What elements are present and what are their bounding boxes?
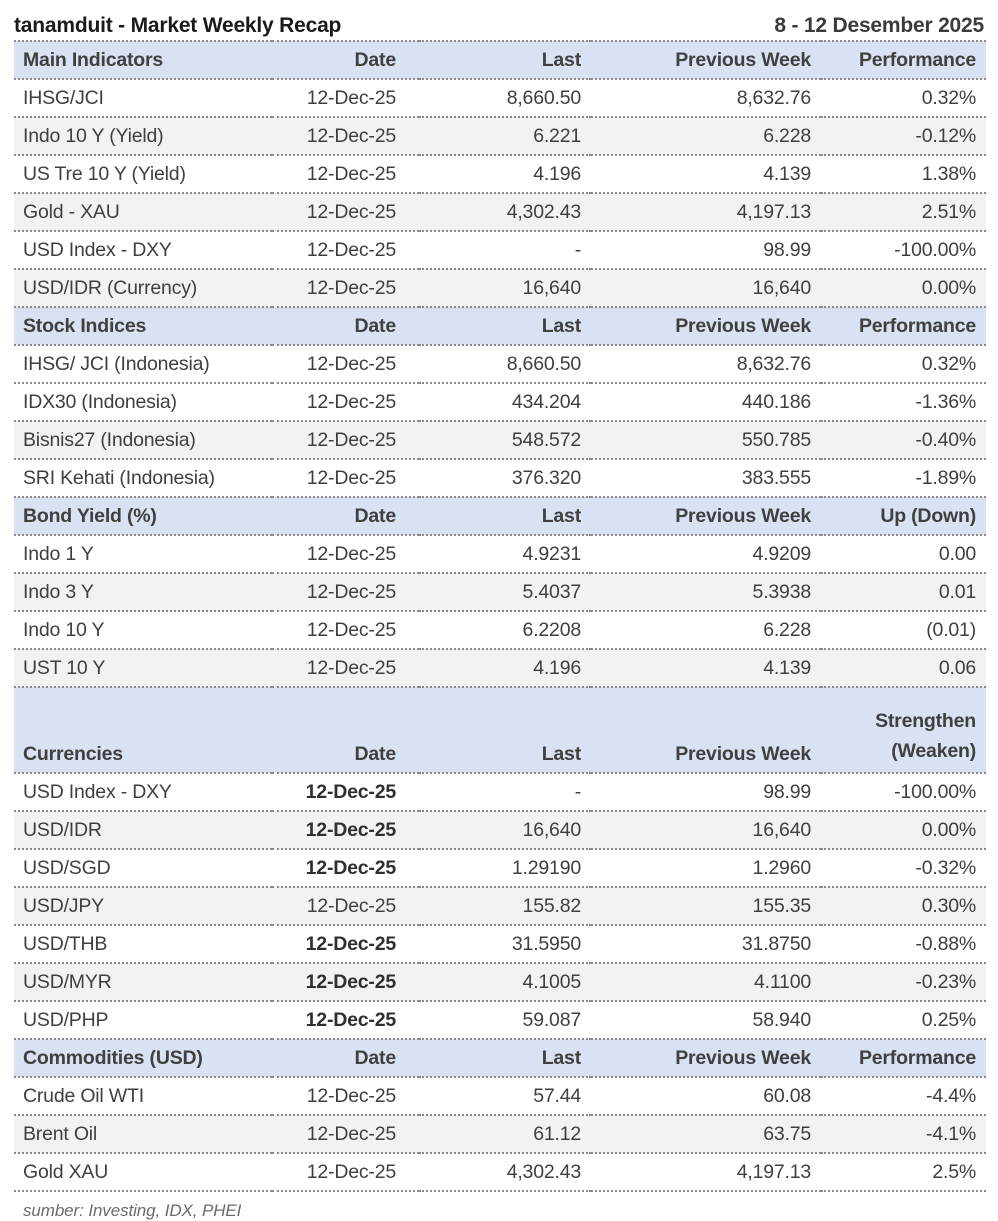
cell-instrument: IDX30 (Indonesia) xyxy=(14,383,272,421)
cell-date: 12-Dec-25 xyxy=(272,849,419,887)
cell-date: 12-Dec-25 xyxy=(272,649,419,687)
cell-performance: 0.00% xyxy=(821,811,986,849)
cell-performance: -0.40% xyxy=(821,421,986,459)
column-header-previous-week: Previous Week xyxy=(591,1039,821,1077)
cell-performance: -1.36% xyxy=(821,383,986,421)
table-row xyxy=(14,459,986,497)
column-header-last: Last xyxy=(419,307,591,345)
cell-performance: 2.51% xyxy=(821,193,986,231)
cell-instrument: USD/JPY xyxy=(14,887,272,925)
table-row xyxy=(14,345,986,383)
cell-previous-week: 440.186 xyxy=(591,383,821,421)
section-header-stock-indices xyxy=(14,307,986,345)
section-header-bond-yield xyxy=(14,497,986,535)
market-data-table xyxy=(14,40,986,1192)
cell-date: 12-Dec-25 xyxy=(272,79,419,117)
table-row xyxy=(14,117,986,155)
report-header xyxy=(14,0,986,40)
cell-performance: 0.30% xyxy=(821,887,986,925)
cell-performance: 0.25% xyxy=(821,1001,986,1039)
cell-last: - xyxy=(419,231,591,269)
section-header-currencies xyxy=(14,687,986,773)
column-header-performance-line2: (Weaken) xyxy=(891,740,976,762)
cell-last: 61.12 xyxy=(419,1115,591,1153)
column-header-date: Date xyxy=(272,307,419,345)
cell-instrument: USD/THB xyxy=(14,925,272,963)
cell-last: 31.5950 xyxy=(419,925,591,963)
cell-previous-week: 4.139 xyxy=(591,649,821,687)
cell-last: 4.196 xyxy=(419,649,591,687)
cell-date: 12-Dec-25 xyxy=(272,963,419,1001)
cell-instrument: Indo 10 Y (Yield) xyxy=(14,117,272,155)
cell-date: 12-Dec-25 xyxy=(272,1001,419,1039)
table-row xyxy=(14,1001,986,1039)
cell-performance: -0.32% xyxy=(821,849,986,887)
cell-instrument: Brent Oil xyxy=(14,1115,272,1153)
cell-date: 12-Dec-25 xyxy=(272,193,419,231)
cell-last: 4,302.43 xyxy=(419,193,591,231)
cell-performance: 2.5% xyxy=(821,1153,986,1191)
cell-date: 12-Dec-25 xyxy=(272,925,419,963)
cell-last: 57.44 xyxy=(419,1077,591,1115)
cell-performance: -4.4% xyxy=(821,1077,986,1115)
cell-instrument: Indo 10 Y xyxy=(14,611,272,649)
cell-performance: -100.00% xyxy=(821,773,986,811)
cell-previous-week: 31.8750 xyxy=(591,925,821,963)
column-header-name: Main Indicators xyxy=(14,41,272,79)
cell-previous-week: 8,632.76 xyxy=(591,345,821,383)
column-header-previous-week: Previous Week xyxy=(591,41,821,79)
cell-last: 4.9231 xyxy=(419,535,591,573)
cell-date: 12-Dec-25 xyxy=(272,811,419,849)
column-header-date: Date xyxy=(272,497,419,535)
column-header-last: Last xyxy=(419,497,591,535)
cell-performance: 0.06 xyxy=(821,649,986,687)
cell-instrument: USD/IDR (Currency) xyxy=(14,269,272,307)
cell-last: 4,302.43 xyxy=(419,1153,591,1191)
cell-instrument: SRI Kehati (Indonesia) xyxy=(14,459,272,497)
section-header-commodities xyxy=(14,1039,986,1077)
cell-date: 12-Dec-25 xyxy=(272,269,419,307)
table-row xyxy=(14,421,986,459)
cell-performance: 0.32% xyxy=(821,79,986,117)
cell-instrument: USD/MYR xyxy=(14,963,272,1001)
cell-previous-week: 16,640 xyxy=(591,269,821,307)
cell-instrument: Indo 1 Y xyxy=(14,535,272,573)
cell-last: 434.204 xyxy=(419,383,591,421)
cell-previous-week: 98.99 xyxy=(591,231,821,269)
column-header-performance xyxy=(821,687,986,773)
table-row xyxy=(14,155,986,193)
cell-instrument: Indo 3 Y xyxy=(14,573,272,611)
cell-date: 12-Dec-25 xyxy=(272,535,419,573)
column-header-name: Currencies xyxy=(14,687,272,773)
cell-previous-week: 155.35 xyxy=(591,887,821,925)
table-row xyxy=(14,963,986,1001)
cell-instrument: USD/IDR xyxy=(14,811,272,849)
page-title: tanamduit - Market Weekly Recap xyxy=(14,14,342,37)
cell-date: 12-Dec-25 xyxy=(272,459,419,497)
table-row xyxy=(14,535,986,573)
cell-date: 12-Dec-25 xyxy=(272,1115,419,1153)
cell-last: 4.1005 xyxy=(419,963,591,1001)
column-header-previous-week: Previous Week xyxy=(591,307,821,345)
cell-date: 12-Dec-25 xyxy=(272,231,419,269)
cell-date: 12-Dec-25 xyxy=(272,421,419,459)
column-header-last: Last xyxy=(419,687,591,773)
cell-previous-week: 4.1100 xyxy=(591,963,821,1001)
column-header-name: Commodities (USD) xyxy=(14,1039,272,1077)
cell-last: 6.2208 xyxy=(419,611,591,649)
column-header-date: Date xyxy=(272,1039,419,1077)
cell-previous-week: 63.75 xyxy=(591,1115,821,1153)
column-header-last: Last xyxy=(419,1039,591,1077)
cell-previous-week: 8,632.76 xyxy=(591,79,821,117)
cell-previous-week: 4,197.13 xyxy=(591,1153,821,1191)
cell-previous-week: 550.785 xyxy=(591,421,821,459)
cell-performance: 0.00% xyxy=(821,269,986,307)
cell-performance: -1.89% xyxy=(821,459,986,497)
cell-instrument: Bisnis27 (Indonesia) xyxy=(14,421,272,459)
table-row xyxy=(14,925,986,963)
table-row xyxy=(14,773,986,811)
cell-previous-week: 5.3938 xyxy=(591,573,821,611)
cell-instrument: USD Index - DXY xyxy=(14,773,272,811)
source-note: sumber: Investing, IDX, PHEI xyxy=(23,1201,242,1220)
cell-previous-week: 60.08 xyxy=(591,1077,821,1115)
cell-performance: -0.12% xyxy=(821,117,986,155)
cell-previous-week: 58.940 xyxy=(591,1001,821,1039)
cell-last: 8,660.50 xyxy=(419,345,591,383)
cell-performance: -0.88% xyxy=(821,925,986,963)
cell-performance: -0.23% xyxy=(821,963,986,1001)
cell-date: 12-Dec-25 xyxy=(272,573,419,611)
column-header-date: Date xyxy=(272,687,419,773)
cell-previous-week: 16,640 xyxy=(591,811,821,849)
cell-instrument: Crude Oil WTI xyxy=(14,1077,272,1115)
cell-date: 12-Dec-25 xyxy=(272,1077,419,1115)
column-header-previous-week: Previous Week xyxy=(591,497,821,535)
column-header-performance: Performance xyxy=(821,307,986,345)
cell-last: - xyxy=(419,773,591,811)
table-row xyxy=(14,79,986,117)
cell-date: 12-Dec-25 xyxy=(272,345,419,383)
cell-last: 16,640 xyxy=(419,269,591,307)
cell-last: 16,640 xyxy=(419,811,591,849)
cell-date: 12-Dec-25 xyxy=(272,383,419,421)
cell-previous-week: 98.99 xyxy=(591,773,821,811)
cell-performance: 0.32% xyxy=(821,345,986,383)
cell-date: 12-Dec-25 xyxy=(272,1153,419,1191)
cell-instrument: USD/PHP xyxy=(14,1001,272,1039)
cell-date: 12-Dec-25 xyxy=(272,155,419,193)
cell-instrument: USD/SGD xyxy=(14,849,272,887)
cell-last: 548.572 xyxy=(419,421,591,459)
cell-date: 12-Dec-25 xyxy=(272,773,419,811)
cell-date: 12-Dec-25 xyxy=(272,887,419,925)
column-header-performance: Up (Down) xyxy=(821,497,986,535)
table-row xyxy=(14,811,986,849)
cell-previous-week: 383.555 xyxy=(591,459,821,497)
table-row xyxy=(14,231,986,269)
column-header-previous-week: Previous Week xyxy=(591,687,821,773)
cell-last: 376.320 xyxy=(419,459,591,497)
cell-instrument: US Tre 10 Y (Yield) xyxy=(14,155,272,193)
table-row xyxy=(14,193,986,231)
cell-previous-week: 4.139 xyxy=(591,155,821,193)
table-row xyxy=(14,849,986,887)
cell-performance: 1.38% xyxy=(821,155,986,193)
table-row xyxy=(14,269,986,307)
cell-last: 59.087 xyxy=(419,1001,591,1039)
column-header-date: Date xyxy=(272,41,419,79)
table-row xyxy=(14,383,986,421)
cell-instrument: Gold - XAU xyxy=(14,193,272,231)
table-row xyxy=(14,1077,986,1115)
table-row xyxy=(14,887,986,925)
cell-date: 12-Dec-25 xyxy=(272,117,419,155)
cell-last: 1.29190 xyxy=(419,849,591,887)
cell-instrument: USD Index - DXY xyxy=(14,231,272,269)
cell-date: 12-Dec-25 xyxy=(272,611,419,649)
cell-last: 4.196 xyxy=(419,155,591,193)
cell-performance: -100.00% xyxy=(821,231,986,269)
section-header-main-indicators xyxy=(14,41,986,79)
column-header-performance: Performance xyxy=(821,1039,986,1077)
cell-performance: -4.1% xyxy=(821,1115,986,1153)
table-row xyxy=(14,573,986,611)
column-header-name: Bond Yield (%) xyxy=(14,497,272,535)
column-header-performance: Performance xyxy=(821,41,986,79)
cell-last: 8,660.50 xyxy=(419,79,591,117)
cell-instrument: IHSG/ JCI (Indonesia) xyxy=(14,345,272,383)
cell-instrument: Gold XAU xyxy=(14,1153,272,1191)
column-header-performance-line1: Strengthen xyxy=(875,710,976,732)
cell-previous-week: 1.2960 xyxy=(591,849,821,887)
cell-previous-week: 4.9209 xyxy=(591,535,821,573)
cell-performance: 0.01 xyxy=(821,573,986,611)
cell-previous-week: 4,197.13 xyxy=(591,193,821,231)
cell-last: 6.221 xyxy=(419,117,591,155)
cell-instrument: UST 10 Y xyxy=(14,649,272,687)
table-row xyxy=(14,1153,986,1191)
table-row xyxy=(14,1115,986,1153)
cell-instrument: IHSG/JCI xyxy=(14,79,272,117)
cell-last: 155.82 xyxy=(419,887,591,925)
cell-performance: (0.01) xyxy=(821,611,986,649)
table-row xyxy=(14,649,986,687)
column-header-last: Last xyxy=(419,41,591,79)
report-period: 8 - 12 Desember 2025 xyxy=(774,14,984,37)
cell-previous-week: 6.228 xyxy=(591,117,821,155)
cell-performance: 0.00 xyxy=(821,535,986,573)
column-header-name: Stock Indices xyxy=(14,307,272,345)
cell-last: 5.4037 xyxy=(419,573,591,611)
table-row xyxy=(14,611,986,649)
cell-previous-week: 6.228 xyxy=(591,611,821,649)
